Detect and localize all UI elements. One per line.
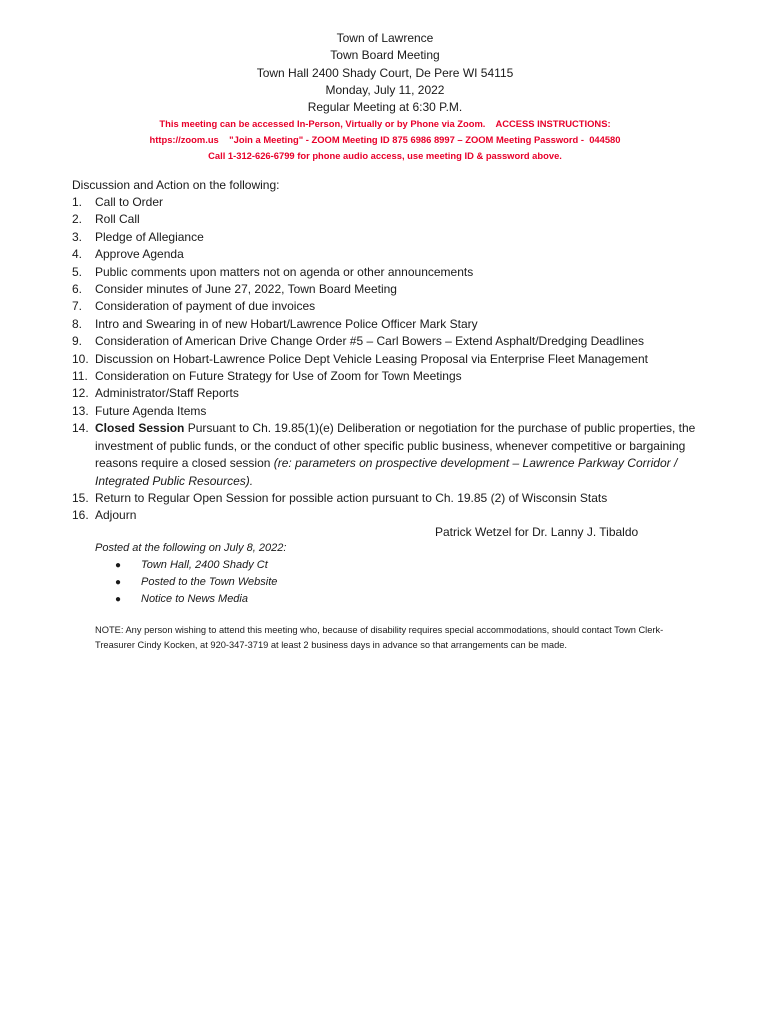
access-line-2: https://zoom.us "Join a Meeting" - ZOOM Meeting ID 875 6986 8997 – ZOOM Meeting Password - 044580	[149, 134, 621, 145]
agenda-item	[72, 385, 702, 402]
agenda-item-number: 5.	[72, 264, 83, 279]
agenda-item	[72, 229, 702, 246]
agenda-item-number: 8.	[72, 316, 83, 331]
meeting-address: Town Hall 2400 Shady Court, De Pere WI 54115	[256, 65, 514, 80]
agenda-item-number: 4.	[72, 247, 83, 262]
posted-location-text: Notice to News Media	[141, 593, 248, 605]
agenda-item	[72, 507, 702, 524]
agenda-item	[72, 490, 702, 507]
agenda-item-text: Consideration of payment of due invoices	[95, 299, 316, 314]
agenda-item-text: Consider minutes of June 27, 2022, Town Board Meeting	[95, 282, 397, 297]
agenda-item	[72, 211, 702, 228]
bullet-icon: ●	[115, 560, 122, 571]
agenda-item-number: 12.	[72, 386, 89, 401]
agenda-list	[72, 194, 702, 525]
accessibility-note: NOTE: Any person wishing to attend this meeting who, because of disability requires special accommodations, should contact Town Clerk-Treasurer Cindy Kocken, at 920-347-3719 at least 2 business days in advance so that arrangements can be made.	[95, 625, 664, 650]
agenda-item	[72, 368, 702, 385]
closed-session-label: Closed Session	[95, 421, 185, 436]
posted-locations-list	[113, 557, 277, 608]
posted-location	[113, 574, 277, 591]
agenda-item-text	[95, 421, 695, 487]
agenda-item-number: 15.	[72, 490, 89, 505]
bullet-icon: ●	[115, 594, 122, 605]
agenda-item-text: Return to Regular Open Session for possible action pursuant to Ch. 19.85 (2) of Wisconsin Stats	[95, 490, 608, 505]
agenda-item-number: 3.	[72, 229, 83, 244]
agenda-item-number: 10.	[72, 351, 89, 366]
agenda-item-number: 16.	[72, 508, 89, 523]
access-line-3: Call 1-312-626-6799 for phone audio access, use meeting ID & password above.	[208, 150, 562, 161]
posted-location-text: Town Hall, 2400 Shady Ct	[141, 559, 268, 571]
town-name: Town of Lawrence	[336, 31, 434, 45]
agenda-item-text: Intro and Swearing in of new Hobart/Lawrence Police Officer Mark Stary	[95, 316, 478, 331]
agenda-item-number: 13.	[72, 403, 89, 418]
access-line-1: This meeting can be accessed In-Person, Virtually or by Phone via Zoom. ACCESS INSTRUCTIONS:	[159, 118, 611, 129]
meeting-title: Town Board Meeting	[330, 48, 440, 63]
agenda-item	[72, 298, 702, 315]
agenda-item-number: 14.	[72, 421, 89, 436]
agenda-item-number: 2.	[72, 212, 83, 227]
agenda-item-number: 11.	[72, 369, 88, 384]
posted-location	[113, 591, 277, 608]
agenda-item-text: Call to Order	[95, 195, 164, 209]
agenda-item-text: Future Agenda Items	[95, 403, 207, 418]
closed-session-text: Pursuant to Ch. 19.85(1)(e) Deliberation or negotiation for the purchase of public properties, the investment of public funds, or the conduct of other specific public business, whenever competitive or bargaining reasons require a closed session	[95, 421, 696, 471]
agenda-item	[72, 246, 702, 263]
agenda-item	[72, 264, 702, 281]
agenda-item	[72, 333, 702, 350]
document-header	[0, 30, 770, 116]
agenda-item-text: Administrator/Staff Reports	[95, 386, 239, 401]
posted-heading: Posted at the following on July 8, 2022:	[95, 542, 287, 554]
agenda-item-number: 1.	[72, 195, 83, 209]
posted-location	[113, 557, 277, 574]
agenda-item-text: Public comments upon matters not on agenda or other announcements	[95, 264, 474, 279]
agenda-item-text: Roll Call	[95, 212, 140, 227]
agenda-item-number: 6.	[72, 282, 83, 297]
agenda-item	[72, 403, 702, 420]
agenda-item-text: Adjourn	[95, 508, 137, 523]
agenda-item-closed-session	[72, 420, 702, 490]
agenda-intro: Discussion and Action on the following:	[72, 178, 280, 192]
signature-line: Patrick Wetzel for Dr. Lanny J. Tibaldo	[435, 525, 639, 539]
bullet-icon: ●	[115, 577, 122, 588]
agenda-item	[72, 281, 702, 298]
agenda-item	[72, 351, 702, 368]
agenda-item-text: Discussion on Hobart-Lawrence Police Dept Vehicle Leasing Proposal via Enterprise Fleet Management	[95, 351, 648, 366]
posted-location-text: Posted to the Town Website	[141, 576, 278, 588]
agenda-item-text: Consideration on Future Strategy for Use of Zoom for Town Meetings	[95, 369, 462, 384]
agenda-item-number: 9.	[72, 334, 83, 349]
access-instructions	[0, 116, 770, 164]
agenda-item-number: 7.	[72, 299, 83, 314]
agenda-item	[72, 194, 702, 211]
agenda-item-text: Consideration of American Drive Change Order #5 – Carl Bowers – Extend Asphalt/Dredging Deadlines	[95, 334, 644, 349]
agenda-item-text: Approve Agenda	[95, 247, 184, 262]
agenda-item	[72, 316, 702, 333]
agenda-item-text: Pledge of Allegiance	[95, 229, 204, 244]
meeting-time: Regular Meeting at 6:30 P.M.	[307, 100, 463, 115]
meeting-date: Monday, July 11, 2022	[325, 82, 445, 97]
closed-session-note: (re: parameters on prospective development – Lawrence Parkway Corridor / Integrated Public Resources).	[95, 456, 678, 488]
